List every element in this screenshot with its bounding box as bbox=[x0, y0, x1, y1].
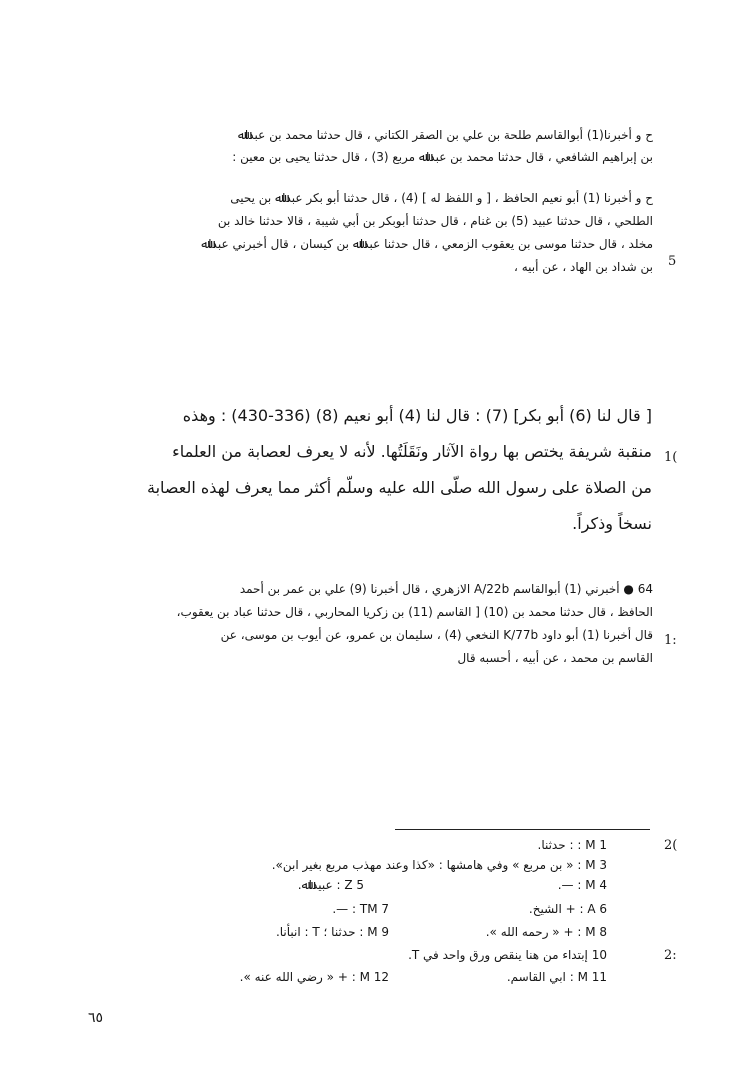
footnote: M 1 : : حدثنا. bbox=[537, 838, 607, 852]
text-line: 64 ● أخبرني (1) أبوالقاسم A/22b الازهري ، قال أخبرنا (9) علي بن عمر بن أحمد bbox=[239, 582, 653, 596]
text-line: القاسم بن محمد ، عن أبيه ، أحسبه قال bbox=[457, 651, 653, 665]
text-line: بن إبراهيم الشافعي ، قال حدثنا محمد بن عبداﷲ مربع (3) ، قال حدثنا يحيى بن معين : bbox=[232, 150, 653, 164]
footnote: A 6 : + الشيخ. bbox=[528, 902, 607, 916]
line-number: 5 bbox=[668, 254, 677, 269]
footnote: 10 إبتداء من هنا ينقص ورق واحد في T. bbox=[408, 948, 607, 962]
footnote: M 8 : + « رحمه الله ». bbox=[485, 925, 607, 939]
line-number: 2: bbox=[664, 948, 677, 963]
footnote: M 4 : —. bbox=[557, 878, 607, 892]
paragraph-commentary bbox=[112, 398, 652, 542]
paragraph-isnad-64 bbox=[110, 578, 653, 670]
text-line: من الصلاة على رسول الله صلّى الله عليه وسلّم أكثر مما يعرف لهذه العصابة bbox=[147, 478, 652, 497]
text-line: قال أخبرنا (1) أبو داود K/77b النخعي (4) ، سليمان بن عمرو، عن أيوب بن موسى، عن bbox=[220, 628, 653, 642]
paragraph-isnad-2 bbox=[110, 187, 653, 279]
line-number: 1: bbox=[664, 633, 677, 648]
text-line: بن شداد بن الهاد ، عن أبيه ، bbox=[514, 260, 653, 274]
paragraph-isnad-1 bbox=[110, 124, 653, 168]
text-line: نسخاً وذكراً. bbox=[572, 514, 652, 533]
line-number: 2( bbox=[664, 838, 678, 853]
footnote: TM 7 : —. bbox=[332, 902, 389, 916]
page-number: ٦٥ bbox=[88, 1010, 104, 1026]
footnote: Z 5 : عبيداﷲ. bbox=[297, 878, 364, 892]
text-line: الحافظ ، قال حدثنا محمد بن (10) [ القاسم (11) بن زكريا المحاربي ، قال حدثنا عباد بن يعقوب، bbox=[176, 605, 653, 619]
line-number: 1( bbox=[664, 450, 678, 465]
text-line: ح و أخبرنا (1) أبو نعيم الحافظ ، [ و اللفظ له ] (4) ، قال حدثنا أبو بكر عبداﷲ بن يحيى bbox=[230, 191, 653, 205]
footnote: M 3 : « بن مربع » وفي هامشها : «كذا وعند مهذب مربع بغير ابن». bbox=[271, 858, 607, 872]
text-line: مخلد ، قال حدثنا موسى بن يعقوب الزمعي ، قال حدثنا عبداﷲ بن كيسان ، قال أخبرني عبداﷲ bbox=[201, 237, 653, 251]
footnote: M 11 : ابي القاسم. bbox=[506, 970, 607, 984]
footnote-separator bbox=[395, 829, 650, 830]
text-line: ح و أخبرنا(1) أبوالقاسم طلحة بن علي بن الصقر الكتاني ، قال حدثنا محمد بن عبداﷲ bbox=[237, 128, 653, 142]
footnote: M 12 : + « رضي الله عنه ». bbox=[239, 970, 389, 984]
text-line: [ قال لنا (6) أبو بكر] (7) : قال لنا (4) أبو نعيم (8) (336-430) : وهذه bbox=[182, 406, 652, 425]
text-line: منقبة شريفة يختص بها رواة الآثار ونَقَلَتُها. لأنه لا يعرف لعصابة من العلماء bbox=[172, 442, 652, 461]
footnote: M 9 : حدثنا ؛ T : انبأنا. bbox=[275, 925, 389, 939]
text-line: الطلحي ، قال حدثنا عبيد (5) بن غنام ، قال حدثنا أبوبكر بن أبي شيبة ، قالا حدثنا خالد بن bbox=[217, 214, 653, 228]
